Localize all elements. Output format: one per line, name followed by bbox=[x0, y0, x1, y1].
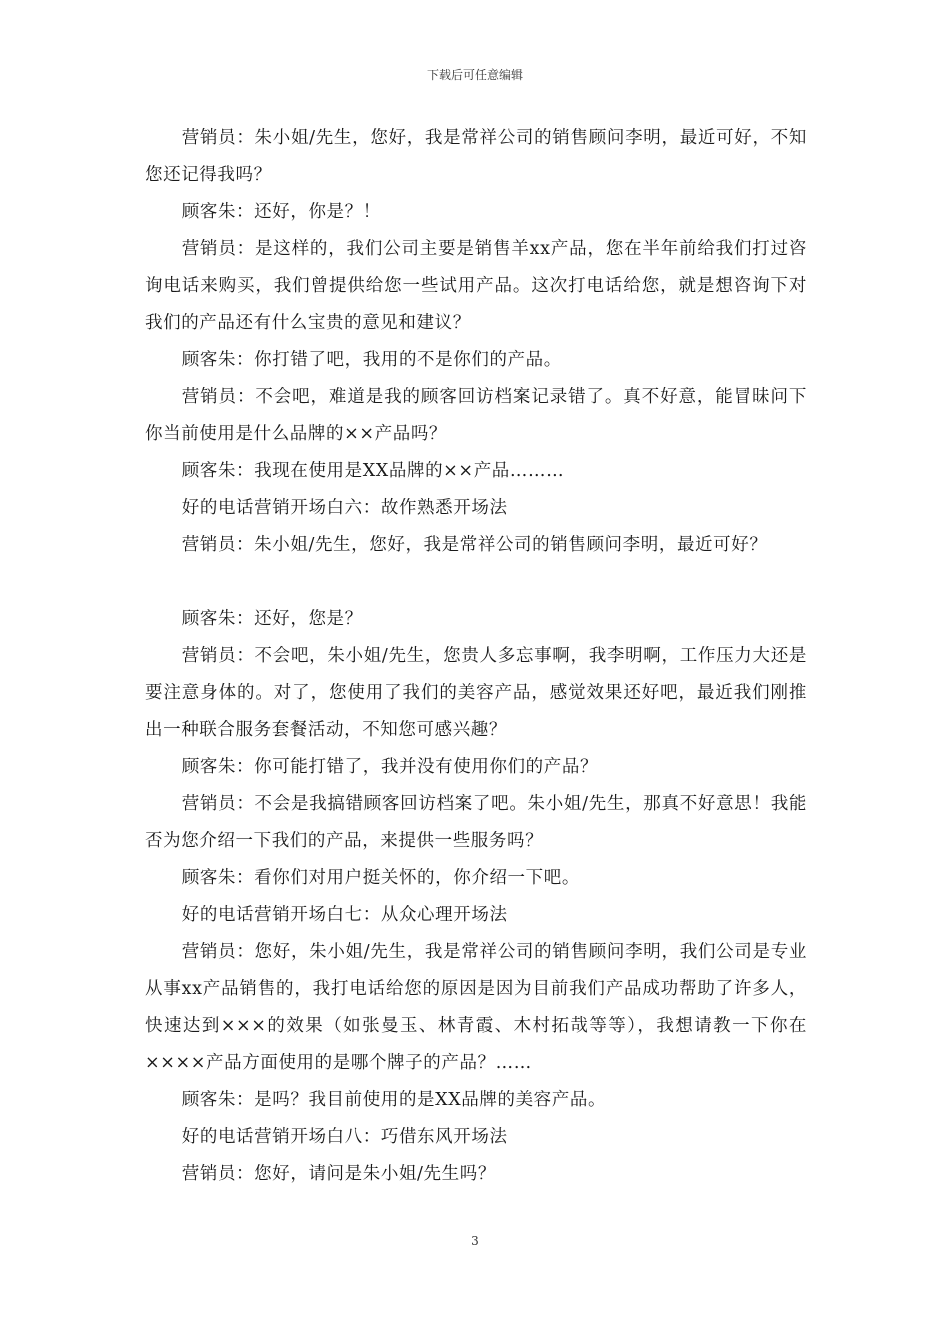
paragraph: 营销员：朱小姐/先生，您好，我是常祥公司的销售顾问李明，最近可好，不知您还记得我吗？ bbox=[145, 128, 807, 185]
blank-line bbox=[145, 564, 807, 601]
paragraph: 营销员：是这样的，我们公司主要是销售羊xx产品，您在半年前给我们打过咨询电话来购买，我们曾提供给您一些试用产品。这次打电话给您，就是想咨询下对我们的产品还有什么宝贵的意见和建议？ bbox=[145, 239, 807, 333]
section-heading: 好的电话营销开场白七：从众心理开场法 bbox=[181, 905, 508, 925]
paragraph: 营销员：您好，请问是朱小姐/先生吗？ bbox=[181, 1164, 496, 1184]
section-heading: 好的电话营销开场白八：巧借东风开场法 bbox=[181, 1127, 508, 1147]
paragraph: 营销员：不会吧，朱小姐/先生，您贵人多忘事啊，我李明啊，工作压力大还是要注意身体的。对了，您使用了我们的美容产品，感觉效果还好吧，最近我们刚推出一种联合服务套餐活动，不知您可感兴趣？ bbox=[145, 646, 807, 740]
paragraph: 顾客朱：你打错了吧，我用的不是你们的产品。 bbox=[181, 350, 562, 370]
paragraph: 顾客朱：还好，你是？！ bbox=[181, 202, 381, 222]
paragraph: 营销员：朱小姐/先生，您好，我是常祥公司的销售顾问李明，最近可好？ bbox=[181, 535, 768, 555]
paragraph: 顾客朱：你可能打错了，我并没有使用你们的产品？ bbox=[181, 757, 599, 777]
paragraph: 顾客朱：看你们对用户挺关怀的，你介绍一下吧。 bbox=[181, 868, 580, 888]
paragraph: 顾客朱：是吗？我目前使用的是XX品牌的美容产品。 bbox=[181, 1090, 607, 1110]
paragraph: 顾客朱：还好，您是？ bbox=[181, 609, 363, 629]
section-heading: 好的电话营销开场白六：故作熟悉开场法 bbox=[181, 498, 508, 518]
paragraph: 营销员：您好，朱小姐/先生，我是常祥公司的销售顾问李明，我们公司是专业从事xx产品销售的，我打电话给您的原因是因为目前我们产品成功帮助了许多人，快速达到×××的效果（如张曼玉、林青霞、木村拓哉等等），我想请教一下你在××××产品方面使用的是哪个牌子的产品？…… bbox=[145, 942, 807, 1073]
page-number: 3 bbox=[471, 1234, 479, 1248]
paragraph: 顾客朱：我现在使用是XX品牌的××产品……… bbox=[181, 461, 565, 481]
paragraph: 营销员：不会是我搞错顾客回访档案了吧。朱小姐/先生，那真不好意思！我能否为您介绍一下我们的产品，来提供一些服务吗？ bbox=[145, 794, 807, 851]
paragraph: 营销员：不会吧，难道是我的顾客回访档案记录错了。真不好意，能冒昧问下你当前使用是什么品牌的××产品吗？ bbox=[145, 387, 807, 444]
page-header: 下载后可任意编辑 bbox=[426, 68, 523, 82]
document-body bbox=[145, 120, 807, 1193]
